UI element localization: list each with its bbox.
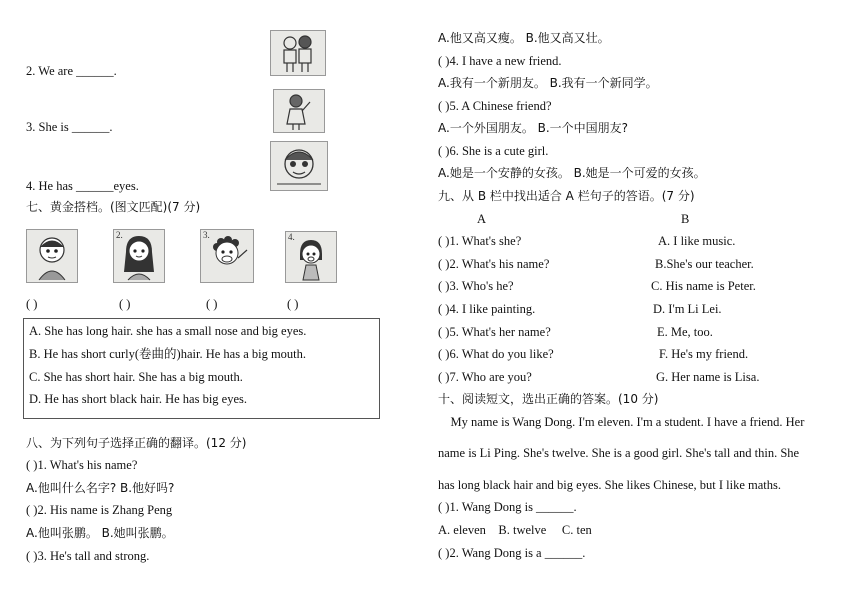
girl-waving-icon [274,90,324,132]
reading-options-1: A. eleven B. twelve C. ten [438,523,592,537]
match-a-5: ( )5. What's her name? [438,325,551,339]
column-a-header: A [477,212,487,226]
match-a-7: ( )7. Who are you? [438,370,532,384]
section-10-title: 十、阅读短文，选出正确的答案。(10 分) [438,392,659,406]
match-a-1: ( )1. What's she? [438,234,522,248]
passage-line-3: has long black hair and big eyes. She likes Chinese, but I like maths. [438,478,781,492]
match-picture-3 [200,229,254,283]
match-b-7: G. Her name is Lisa. [656,370,760,384]
match-picture-1 [26,229,78,283]
reading-question-2: ( )2. Wang Dong is a ______. [438,546,586,560]
match-b-6: F. He's my friend. [659,347,749,361]
match-b-2: B.She's our teacher. [655,257,754,271]
match-a-4: ( )4. I like painting. [438,302,536,316]
passage-line-2: name is Li Ping. She's twelve. She is a good girl. She's tall and thin. She [438,446,800,460]
match-b-5: E. Me, too. [657,325,713,339]
match-picture-4 [285,231,337,283]
question-4: 4. He has ______eyes. [26,179,139,193]
section-8-cont-5: A.一个外国朋友。 B.一个中国朋友? [438,121,629,135]
boy-short-hair-icon [27,230,77,282]
match-option-d: D. He has short black hair. He has big eyes. [29,392,247,406]
match-option-a: A. She has long hair. she has a small nose and big eyes. [29,324,307,338]
section-8-cont-7: A.她是一个安静的女孩。 B.她是一个可爱的女孩。 [438,166,706,180]
column-b-header: B [681,212,690,226]
section-7-title: 七、黄金搭档。(图文匹配)(7 分) [26,200,201,214]
match-options-box [23,318,380,419]
section-8-title: 八、为下列句子选择正确的翻译。(12 分) [26,436,247,450]
section-8-line-5: ( )3. He's tall and strong. [26,549,150,563]
match-option-b: B. He has short curly(卷曲的)hair. He has a big mouth. [29,347,307,361]
girl-waving-picture [273,89,325,133]
match-a-6: ( )6. What do you like? [438,347,554,361]
section-8-cont-6: ( )6. She is a cute girl. [438,144,549,158]
section-8-line-2: A.他叫什么名字? B.他好吗? [26,481,175,495]
match-a-2: ( )2. What's his name? [438,257,550,271]
section-8-line-1: ( )1. What's his name? [26,458,138,472]
boy-face-icon [271,142,327,190]
section-8-line-3: ( )2. His name is Zhang Peng [26,503,173,517]
picture-number: 3. [203,230,210,240]
section-8-cont-4: ( )5. A Chinese friend? [438,99,552,113]
match-b-4: D. I'm Li Lei. [653,302,722,316]
question-3: 3. She is ______. [26,120,113,134]
boy-face-picture [270,141,328,191]
section-8-line-4: A.他叫张鹏。 B.她叫张鹏。 [26,526,174,540]
match-b-1: A. I like music. [658,234,736,248]
match-b-3: C. His name is Peter. [651,279,756,293]
two-children-picture [270,30,326,76]
answer-slot-2[interactable]: ( ) [119,297,131,311]
answer-slot-3[interactable]: ( ) [206,297,218,311]
section-8-cont-1: A.他又高又瘦。 B.他又高又壮。 [438,31,610,45]
question-2: 2. We are ______. [26,64,117,78]
section-8-cont-3: A.我有一个新朋友。 B.我有一个新同学。 [438,76,658,90]
match-option-c: C. She has short hair. She has a big mouth. [29,370,243,384]
section-9-title: 九、从 B 栏中找出适合 A 栏句子的答语。(7 分) [438,189,695,203]
section-8-cont-2: ( )4. I have a new friend. [438,54,562,68]
two-children-icon [271,31,325,75]
match-a-3: ( )3. Who's he? [438,279,514,293]
match-picture-2 [113,229,165,283]
answer-slot-1[interactable]: ( ) [26,297,38,311]
picture-number: 4. [288,232,295,242]
picture-number: 2. [116,230,123,240]
reading-question-1: ( )1. Wang Dong is ______. [438,500,577,514]
answer-slot-4[interactable]: ( ) [287,297,299,311]
passage-line-1: My name is Wang Dong. I'm eleven. I'm a student. I have a friend. Her [438,415,805,429]
